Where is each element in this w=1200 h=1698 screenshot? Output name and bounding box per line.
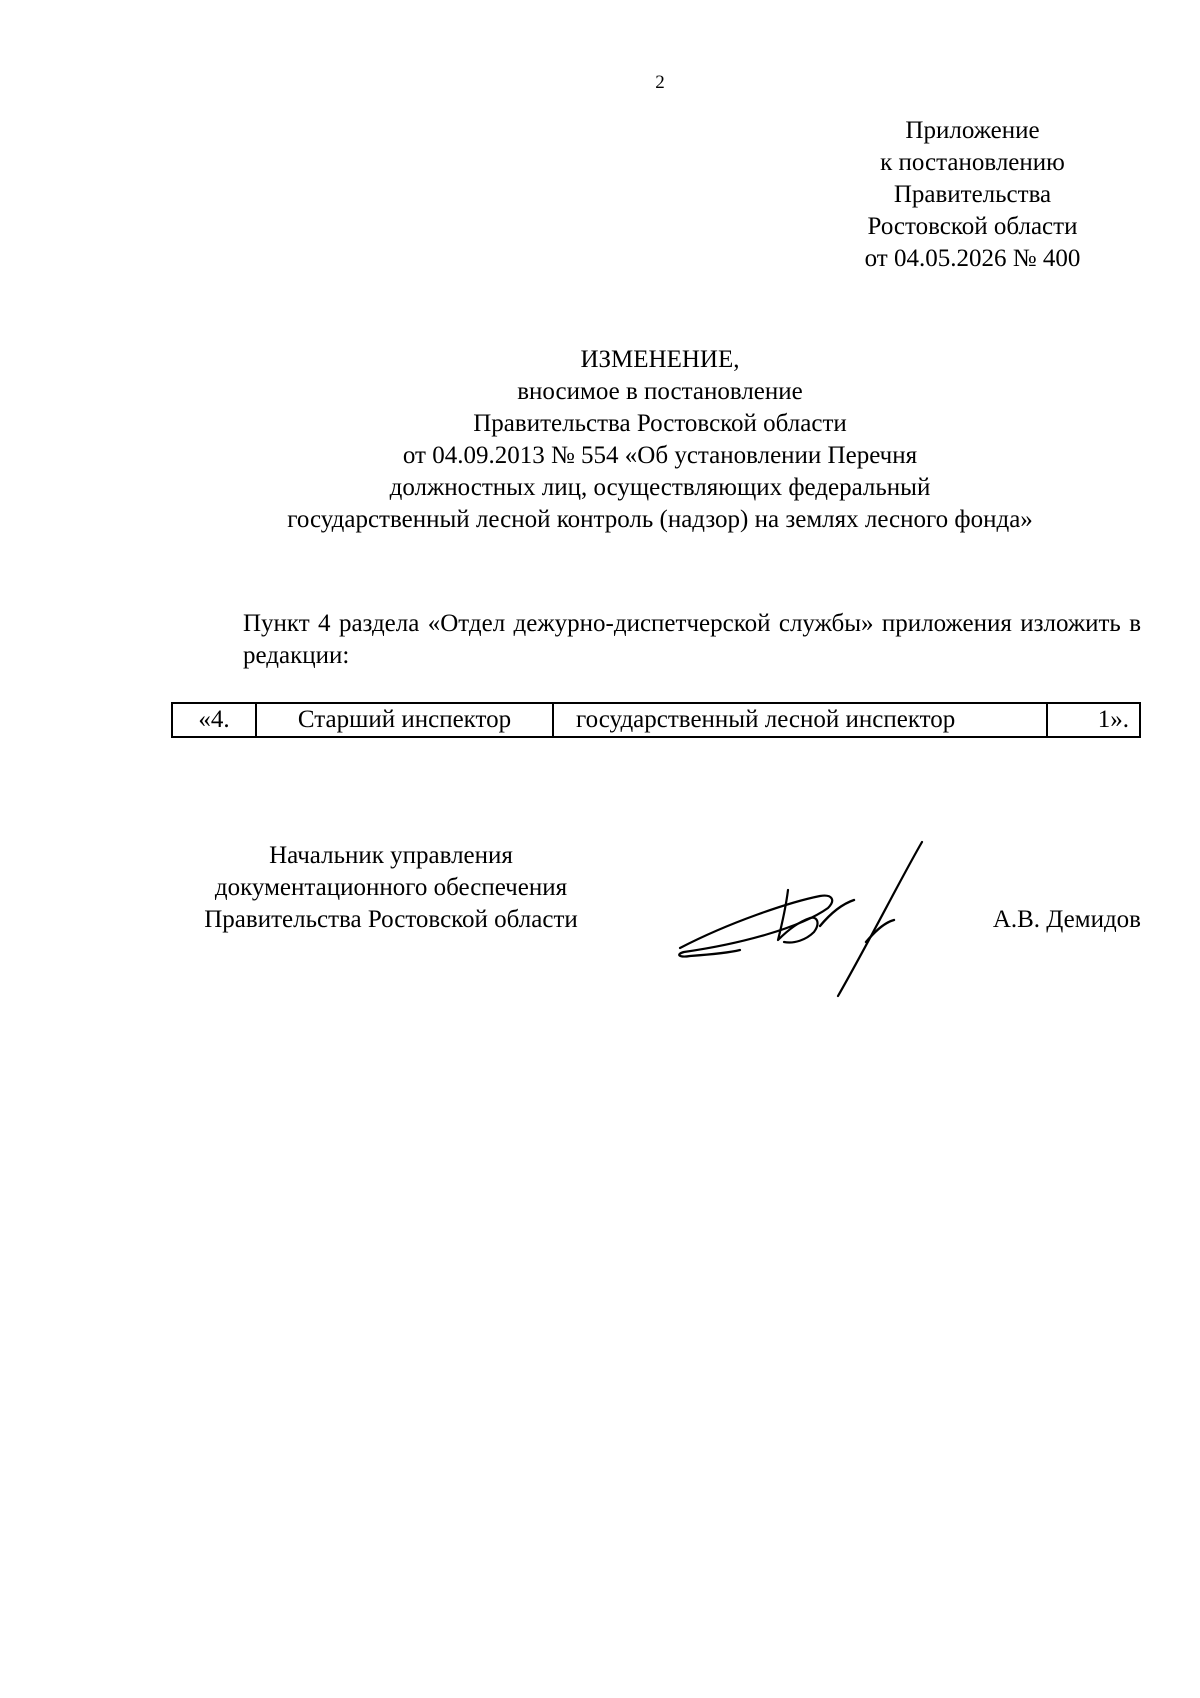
appendix-line: Правительства [893, 181, 1052, 208]
appendix-header [840, 115, 1105, 275]
table-row [172, 703, 1140, 737]
handwritten-signature [670, 830, 960, 1000]
signer-title [171, 840, 611, 936]
amendment-table [171, 702, 1141, 738]
title-line: ИЗМЕНЕНИЕ, [580, 346, 740, 373]
paragraph-text: Пункт 4 раздела «Отдел дежурно-диспетчерской службы» приложения изложить в редакции: [243, 610, 1141, 669]
page-number: 2 [655, 72, 665, 93]
signature-stroke [679, 896, 832, 957]
signer-title-line: документационного обеспечения [214, 874, 568, 901]
title-line: государственный лесной контроль (надзор) на землях лесного фонда» [287, 506, 1033, 533]
appendix-line: от 04.05.2026 № 400 [864, 245, 1081, 272]
table-cell-number: «4. [172, 703, 256, 737]
appendix-line: к постановлению [880, 149, 1065, 176]
title-line: от 04.09.2013 № 554 «Об установлении Перечня [402, 442, 918, 469]
signature-stroke [820, 900, 854, 926]
title-line: должностных лиц, осуществляющих федеральный [389, 474, 931, 501]
table-cell-count: 1». [1047, 703, 1140, 737]
title-line: вносимое в постановление [517, 378, 803, 405]
signer-name: А.В. Демидов [992, 906, 1141, 933]
body-paragraph [171, 608, 1141, 672]
signature-stroke [838, 842, 922, 996]
table-cell-role: государственный лесной инспектор [553, 703, 1047, 737]
appendix-line: Ростовской области [867, 213, 1078, 240]
appendix-line: Приложение [905, 117, 1040, 144]
title-line: Правительства Ростовской области [473, 410, 847, 437]
document-title [160, 344, 1160, 536]
signature-stroke [866, 920, 894, 942]
signer-title-line: Правительства Ростовской области [204, 906, 578, 933]
table-cell-position: Старший инспектор [256, 703, 553, 737]
signer-title-line: Начальник управления [269, 842, 513, 869]
